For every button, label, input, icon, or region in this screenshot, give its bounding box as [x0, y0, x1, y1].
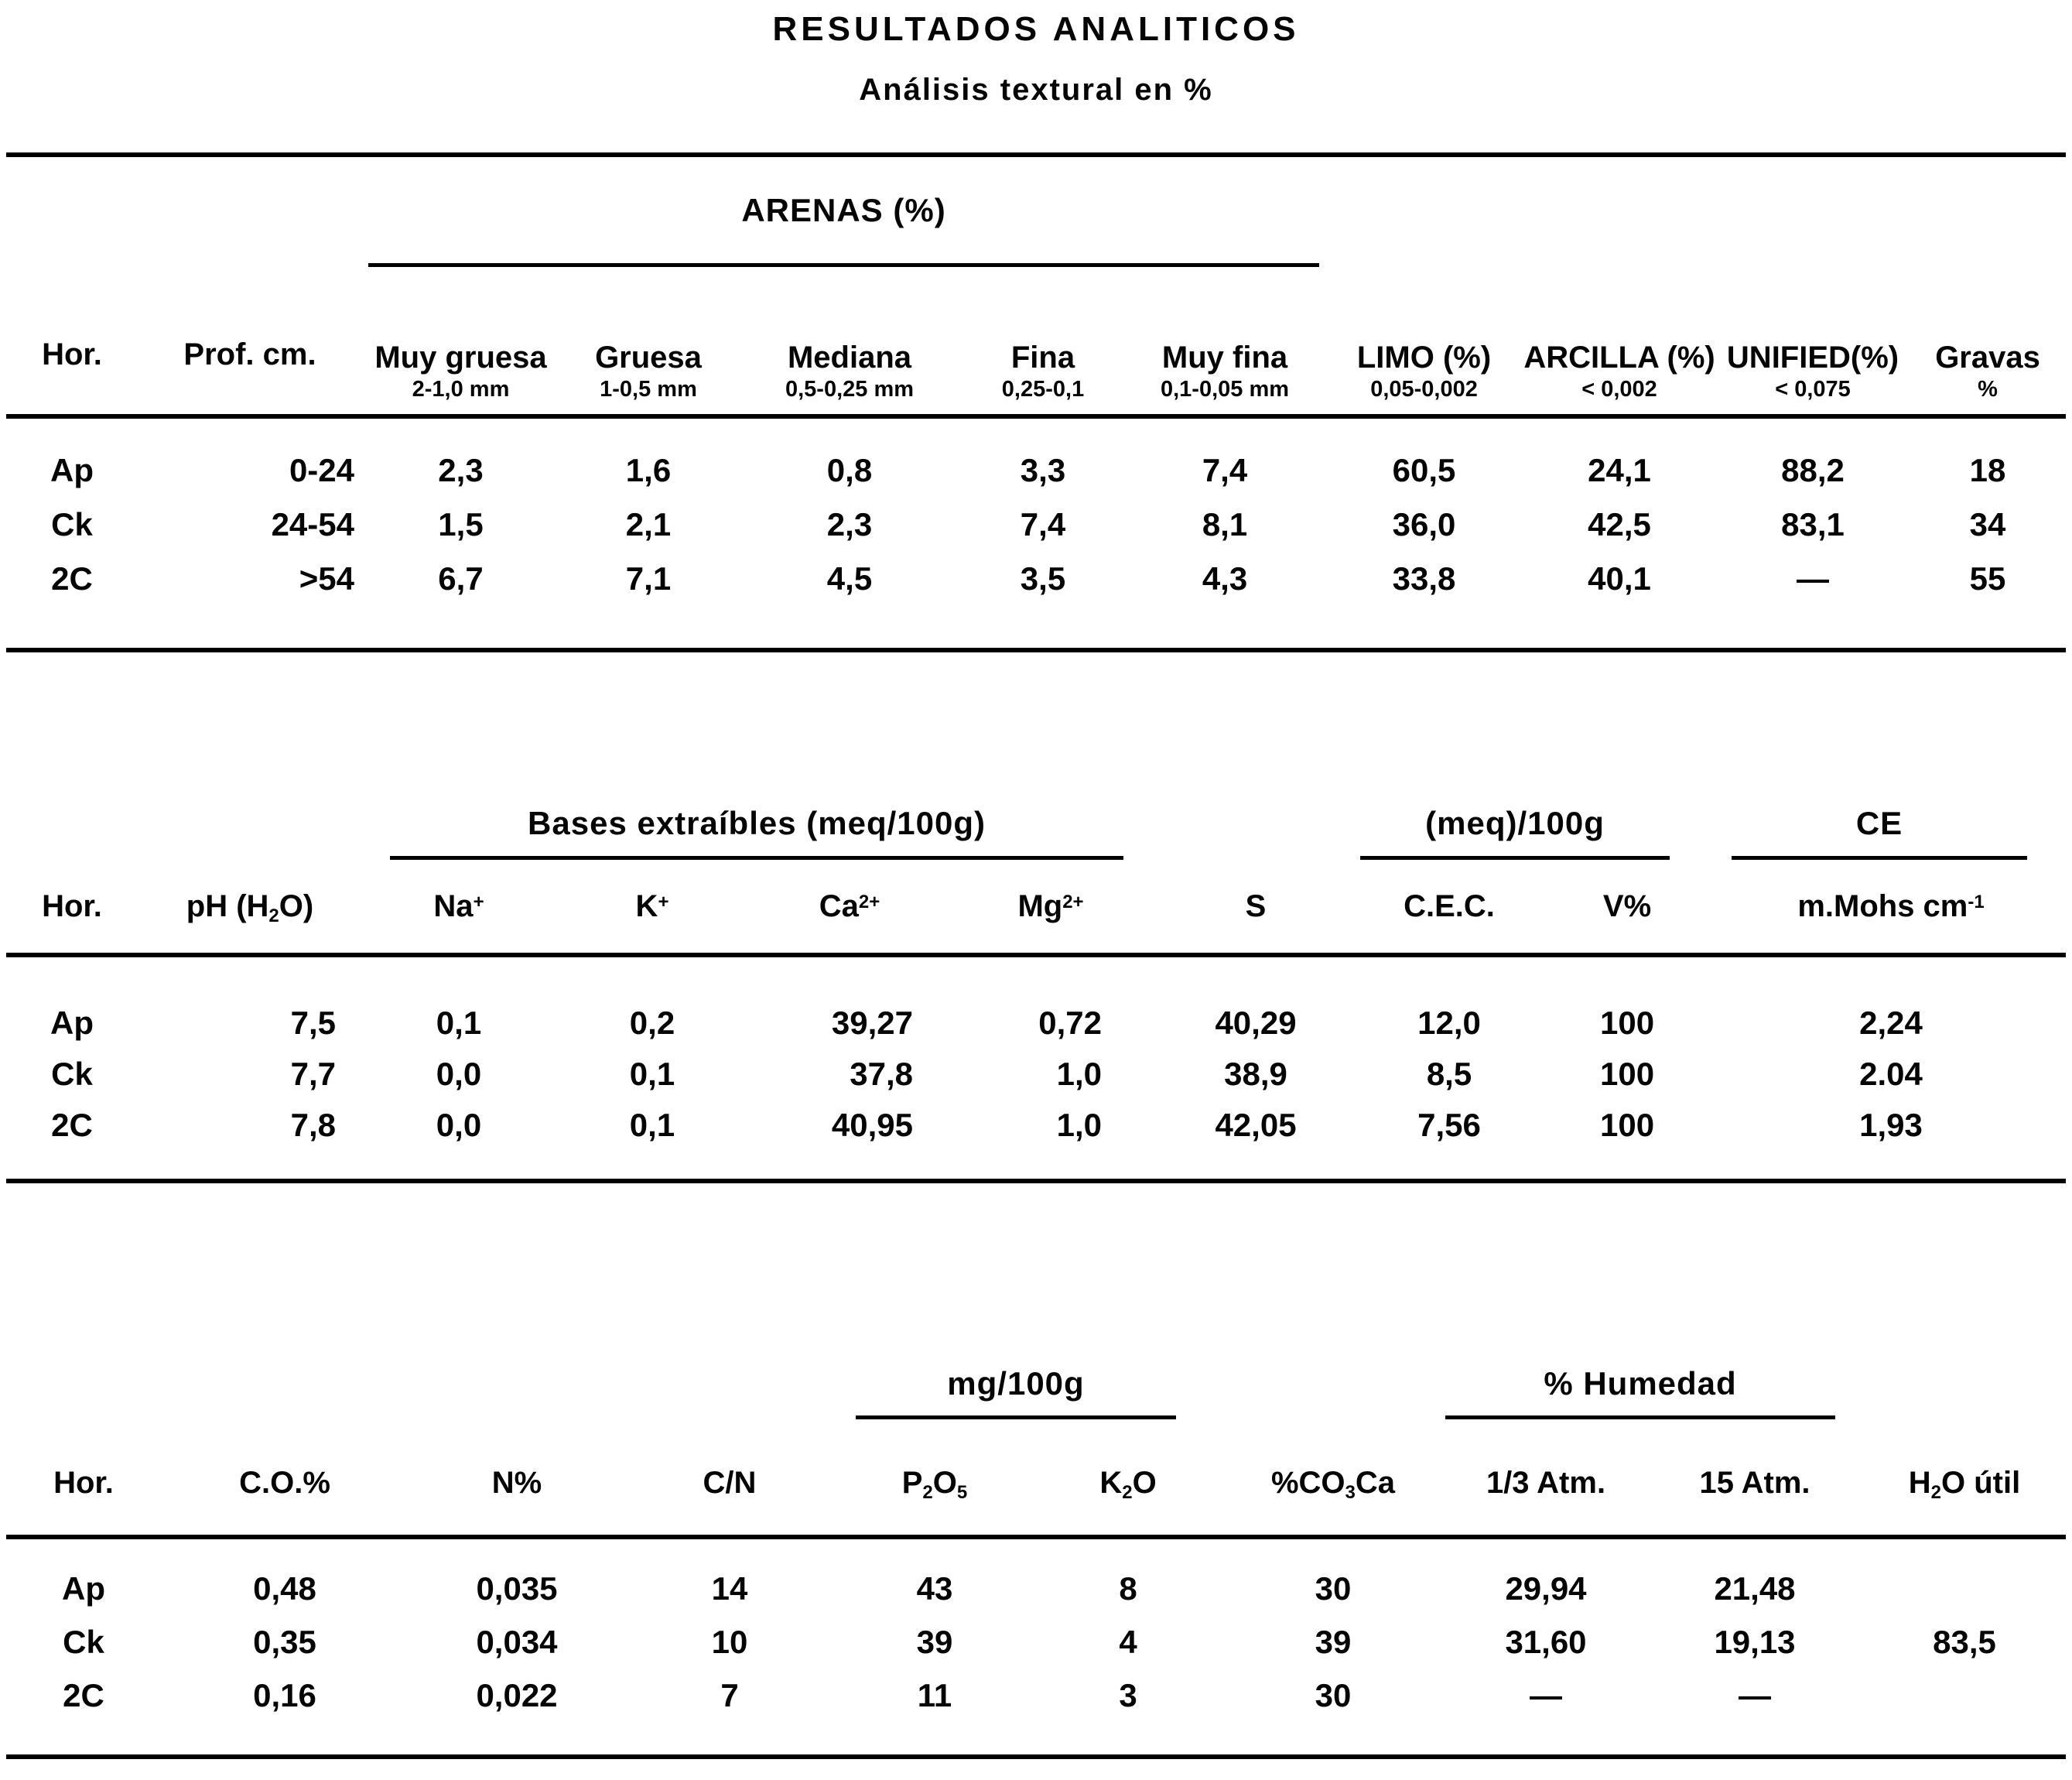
column-header-muy-gruesa: Muy gruesa 2-1,0 mm [362, 267, 559, 416]
table-cell: 0,48 [253, 1570, 316, 1607]
table-cell: — [1797, 560, 1830, 597]
column-group-ce [1716, 790, 2066, 860]
table-cell: 55 [1969, 560, 2006, 597]
table-cell: 1,6 [625, 452, 672, 488]
table-cell: 38,9 [1224, 1056, 1287, 1092]
column-header-hor: Hor. [6, 1419, 161, 1537]
table-cell: 34 [1969, 506, 2006, 543]
table-cell: 0,16 [253, 1677, 316, 1713]
table-cell: 0,1 [629, 1107, 675, 1143]
table-cell: 4,3 [1202, 560, 1248, 597]
group-header-row [6, 1351, 2066, 1419]
table-cell: Ck [51, 1056, 93, 1092]
table-cell: 88,2 [1781, 452, 1845, 488]
table-cell: Ck [51, 506, 93, 543]
group-spacer [1325, 155, 2066, 267]
table-cell: — [1530, 1677, 1562, 1713]
page-title: RESULTADOS ANALITICOS [772, 10, 1300, 48]
table-cell: 24,1 [1588, 452, 1651, 488]
table-cell: 4,5 [826, 560, 873, 597]
table-cell: 14 [711, 1570, 748, 1607]
table-row [6, 1537, 2066, 1615]
table-cell: 30 [1315, 1677, 1352, 1713]
column-header-mediana: Mediana 0,5-0,25 mm [737, 267, 962, 416]
group-spacer [6, 790, 362, 860]
table-cell: 2C [51, 1107, 93, 1143]
group-spacer [1221, 1351, 1445, 1419]
table-cell: 0,035 [476, 1570, 558, 1607]
column-header-gravas: Gravas % [1910, 267, 2066, 416]
table-cell: 8,1 [1202, 506, 1248, 543]
column-header-ca: $Ca^{2+}$ [749, 860, 950, 955]
textural-analysis-table [6, 152, 2066, 652]
table-cell: 2,3 [438, 452, 484, 488]
table-cell: 42,05 [1215, 1107, 1297, 1143]
column-group-arenas [362, 155, 1325, 267]
table-cell [1863, 1669, 2066, 1757]
table-cell: 12,0 [1417, 1005, 1481, 1041]
table-cell: 7,4 [1020, 506, 1066, 543]
table-cell: 8 [1119, 1570, 1137, 1607]
table-cell: 100 [1599, 1056, 1655, 1092]
table-cell [1863, 1537, 2066, 1615]
column-header-ph: pH $(H_2O)$ [138, 860, 362, 955]
table-cell: 2,1 [625, 506, 672, 543]
table-cell: 2,3 [826, 506, 873, 543]
table-cell: 37,8 [850, 1056, 913, 1092]
fertility-moisture-table [6, 1351, 2066, 1759]
table-body [6, 416, 2066, 650]
table-cell: 24-54 [271, 506, 354, 543]
table-row [6, 416, 2066, 498]
table-cell: 39 [916, 1624, 953, 1660]
column-header-v: V% [1538, 860, 1716, 955]
table-cell: 43 [916, 1570, 953, 1607]
column-header-s: S [1151, 860, 1360, 955]
column-header-na: Na+ [362, 860, 556, 955]
table-cell: 2C [63, 1677, 104, 1713]
table-cell: 8,5 [1426, 1056, 1472, 1092]
table-cell: 0,034 [476, 1624, 558, 1660]
column-header-p2o5: $P_2O_5$ [834, 1419, 1035, 1537]
table-cell: 83,5 [1933, 1624, 1996, 1660]
group-meq-label: (meq)/100g [1425, 804, 1605, 841]
table-cell: 0,8 [826, 452, 873, 488]
group-spacer [6, 1351, 834, 1419]
column-header-row [6, 1419, 2066, 1537]
column-header-cec: C.E.C. [1360, 860, 1538, 955]
table-cell: 7,8 [290, 1107, 336, 1143]
table-cell: 3,3 [1020, 452, 1066, 488]
table-cell: 0,0 [436, 1107, 482, 1143]
table-cell: 2.04 [1859, 1056, 1923, 1092]
column-header-row [6, 267, 2066, 416]
table-cell: 39,27 [831, 1005, 913, 1041]
table-cell: 31,60 [1505, 1624, 1587, 1660]
table-cell: 0-24 [289, 452, 354, 488]
group-header-row [6, 790, 2066, 860]
column-header-limo: LIMO (%) 0,05-0,002 [1325, 267, 1523, 416]
column-header-mg: $Mg^{2+}$ [950, 860, 1151, 955]
column-group-bases [362, 790, 1151, 860]
page-subtitle: Análisis textural en % [859, 73, 1213, 107]
table-cell: Ap [50, 1005, 94, 1041]
table-cell: 2,24 [1859, 1005, 1923, 1041]
table-body [6, 955, 2066, 1181]
column-header-mmohs: m.Mohs $cm^{-1}$ [1716, 860, 2066, 955]
table-cell: 0,72 [1038, 1005, 1103, 1041]
table-cell: 7,56 [1417, 1107, 1481, 1143]
table-cell: 40,1 [1588, 560, 1651, 597]
group-spacer [1151, 790, 1360, 860]
table-cell: 100 [1599, 1005, 1655, 1041]
column-header-h2o-util: $H_2O$ útil [1863, 1419, 2066, 1537]
table-cell: 1,0 [1056, 1107, 1103, 1143]
table-cell: 0,2 [629, 1005, 675, 1041]
table-cell: 1,0 [1056, 1056, 1103, 1092]
column-header-hor: Hor. [6, 860, 138, 955]
column-header-arcilla: ARCILLA (%) < 0,002 [1523, 267, 1716, 416]
table-cell: — [1739, 1677, 1771, 1713]
table-cell: 4 [1119, 1624, 1137, 1660]
table-cell: 3 [1119, 1677, 1137, 1713]
column-header-co: C.O.% [161, 1419, 409, 1537]
table-cell: 7,1 [625, 560, 672, 597]
table-cell: 6,7 [438, 560, 484, 597]
column-group-mg100 [834, 1351, 1221, 1419]
table-cell: 83,1 [1781, 506, 1845, 543]
table-cell: 3,5 [1020, 560, 1066, 597]
table-cell: Ap [50, 452, 94, 488]
table-row [6, 498, 2066, 552]
group-header-row [6, 155, 2066, 267]
table-cell: 60,5 [1392, 452, 1456, 488]
table-cell: 0,0 [436, 1056, 482, 1092]
group-mg100-label: mg/100g [947, 1364, 1085, 1402]
table-row [6, 1669, 2066, 1757]
table-body [6, 1537, 2066, 1757]
table-cell: 18 [1969, 452, 2006, 488]
table-cell: 40,95 [831, 1107, 913, 1143]
table-cell: 42,5 [1588, 506, 1651, 543]
table-cell: 100 [1599, 1107, 1655, 1143]
column-header-unified: UNIFIED(%) < 0,075 [1716, 267, 1910, 416]
table-cell: Ck [63, 1624, 104, 1660]
table-row [6, 1615, 2066, 1669]
column-header-fina: Fina 0,25-0,1 [962, 267, 1124, 416]
table-cell: 7 [720, 1677, 739, 1713]
column-group-humedad [1445, 1351, 1863, 1419]
exchangeable-bases-table [6, 790, 2066, 1183]
group-ce-label: CE [1855, 804, 1903, 841]
group-spacer [1863, 1351, 2066, 1419]
group-spacer [6, 155, 362, 267]
table-cell: 30 [1315, 1570, 1352, 1607]
table-cell: 0,35 [253, 1624, 316, 1660]
table-cell: 0,022 [476, 1677, 558, 1713]
column-header-atm13: 1/3 Atm. [1445, 1419, 1646, 1537]
column-header-row [6, 860, 2066, 955]
table-cell: 0,1 [436, 1005, 482, 1041]
column-header-hor: Hor. [6, 267, 138, 416]
column-header-gruesa: Gruesa 1-0,5 mm [559, 267, 737, 416]
table-cell: 36,0 [1392, 506, 1456, 543]
table-cell: >54 [299, 560, 354, 597]
table-cell: Ap [62, 1570, 105, 1607]
table-row [6, 955, 2066, 1049]
table-cell: 1,5 [438, 506, 484, 543]
group-humedad-label: % Humedad [1544, 1364, 1737, 1402]
table-cell: 29,94 [1505, 1570, 1587, 1607]
table-cell: 10 [711, 1624, 748, 1660]
column-header-prof: Prof. cm. [138, 267, 362, 416]
table-cell: 7,5 [290, 1005, 336, 1041]
table-cell: 39 [1315, 1624, 1352, 1660]
column-header-k: K+ [556, 860, 749, 955]
table-cell: 19,13 [1714, 1624, 1796, 1660]
table-cell: 7,7 [290, 1056, 336, 1092]
column-header-atm15: 15 Atm. [1646, 1419, 1863, 1537]
table-cell: 0,1 [629, 1056, 675, 1092]
group-bases-label: Bases extraíbles (meq/100g) [528, 804, 986, 841]
table-row [6, 552, 2066, 650]
column-header-k2o: $K_2O$ [1035, 1419, 1221, 1537]
table-row [6, 1100, 2066, 1181]
table-cell: 7,4 [1202, 452, 1248, 488]
table-row [6, 1049, 2066, 1100]
table-cell: 21,48 [1714, 1570, 1796, 1607]
table-cell: 33,8 [1392, 560, 1456, 597]
table-cell: 1,93 [1859, 1107, 1923, 1143]
table-cell: 2C [51, 560, 93, 597]
column-header-cn: C/N [625, 1419, 834, 1537]
column-header-n: N% [409, 1419, 625, 1537]
column-header-muy-fina: Muy fina 0,1-0,05 mm [1124, 267, 1325, 416]
group-arenas-label: ARENAS (%) [741, 191, 946, 228]
column-header-co3ca: $\%CO_3Ca$ [1221, 1419, 1445, 1537]
table-cell: 40,29 [1215, 1005, 1297, 1041]
table-cell: 11 [917, 1677, 952, 1713]
column-group-meq [1360, 790, 1716, 860]
